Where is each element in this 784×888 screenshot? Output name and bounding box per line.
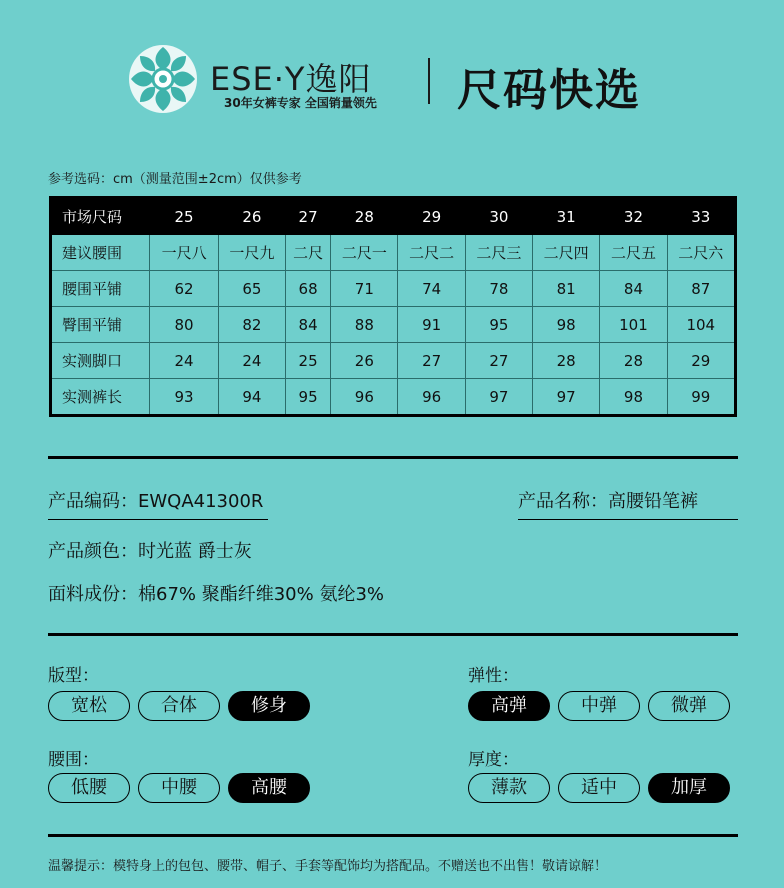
table-cell: 95 <box>465 307 532 343</box>
fit-option-loose: 宽松 <box>48 691 130 721</box>
table-cell: 29 <box>667 343 735 379</box>
stretch-option-high: 高弹 <box>468 691 550 721</box>
table-cell: 27 <box>465 343 532 379</box>
table-cell: 71 <box>331 271 398 307</box>
size-header-cell: 28 <box>331 198 398 235</box>
size-header-cell: 25 <box>150 198 218 235</box>
table-cell: 96 <box>398 379 465 416</box>
brand-tagline: 30年女裤专家 全国销量领先 <box>224 96 377 110</box>
page-title: 尺码快选 <box>457 65 641 116</box>
thickness-label: 厚度： <box>468 750 519 770</box>
table-cell: 二尺二 <box>398 235 465 271</box>
table-cell: 97 <box>465 379 532 416</box>
size-header-cell: 26 <box>218 198 285 235</box>
fit-option-slim: 修身 <box>228 691 310 721</box>
table-cell: 94 <box>218 379 285 416</box>
table-row <box>51 235 736 271</box>
table-row <box>51 379 736 416</box>
waist-option-high: 高腰 <box>228 773 310 803</box>
stretch-option-medium: 中弹 <box>558 691 640 721</box>
table-cell: 96 <box>331 379 398 416</box>
table-header-label: 市场尺码 <box>51 198 150 235</box>
table-cell: 二尺五 <box>600 235 667 271</box>
size-header-cell: 32 <box>600 198 667 235</box>
product-name: 产品名称：高腰铅笔裤 <box>518 491 698 512</box>
table-cell: 62 <box>150 271 218 307</box>
thickness-option-thin: 薄款 <box>468 773 550 803</box>
footer-note: 温馨提示：模特身上的包包、腰带、帽子、手套等配饰均为搭配品。不赠送也不出售！敬请谅解！ <box>48 859 608 874</box>
thickness-option-medium: 适中 <box>558 773 640 803</box>
waist-label: 腰围： <box>48 750 99 770</box>
row-label: 腰围平铺 <box>51 271 150 307</box>
table-cell: 二尺一 <box>331 235 398 271</box>
table-cell: 27 <box>398 343 465 379</box>
table-cell: 84 <box>286 307 331 343</box>
table-row <box>51 307 736 343</box>
table-cell: 26 <box>331 343 398 379</box>
table-cell: 95 <box>286 379 331 416</box>
waist-option-low: 低腰 <box>48 773 130 803</box>
table-cell: 99 <box>667 379 735 416</box>
section-divider <box>48 834 738 837</box>
size-header-cell: 29 <box>398 198 465 235</box>
table-cell: 87 <box>667 271 735 307</box>
table-row <box>51 343 736 379</box>
size-header-cell: 27 <box>286 198 331 235</box>
table-cell: 80 <box>150 307 218 343</box>
table-cell: 82 <box>218 307 285 343</box>
product-fabric: 面料成份：棉67% 聚酯纤维30% 氨纶3% <box>48 584 385 605</box>
product-code-underline <box>48 519 268 520</box>
table-cell: 24 <box>218 343 285 379</box>
table-row <box>51 271 736 307</box>
size-header-cell: 31 <box>533 198 600 235</box>
table-cell: 81 <box>533 271 600 307</box>
stretch-option-slight: 微弹 <box>648 691 730 721</box>
table-cell: 98 <box>600 379 667 416</box>
row-label: 臀围平铺 <box>51 307 150 343</box>
product-color: 产品颜色：时光蓝 爵士灰 <box>48 541 252 562</box>
table-cell: 28 <box>600 343 667 379</box>
table-cell: 93 <box>150 379 218 416</box>
row-label: 实测裤长 <box>51 379 150 416</box>
brand-logo-icon <box>128 44 198 114</box>
table-cell: 68 <box>286 271 331 307</box>
product-code: 产品编码：EWQA41300R <box>48 491 264 512</box>
header-divider <box>428 58 430 104</box>
size-note: 参考选码：cm（测量范围±2cm）仅供参考 <box>48 172 302 187</box>
table-cell: 一尺八 <box>150 235 218 271</box>
waist-option-mid: 中腰 <box>138 773 220 803</box>
product-name-underline <box>518 519 738 520</box>
table-cell: 24 <box>150 343 218 379</box>
size-table <box>49 196 737 417</box>
brand-name: ESE·Y逸阳 <box>210 60 372 98</box>
table-cell: 二尺三 <box>465 235 532 271</box>
stretch-label: 弹性： <box>468 666 519 686</box>
row-label: 建议腰围 <box>51 235 150 271</box>
fit-label: 版型： <box>48 666 99 686</box>
table-cell: 101 <box>600 307 667 343</box>
size-table-header-row <box>51 198 736 235</box>
table-cell: 97 <box>533 379 600 416</box>
section-divider <box>48 633 738 636</box>
table-cell: 二尺 <box>286 235 331 271</box>
table-cell: 98 <box>533 307 600 343</box>
table-cell: 28 <box>533 343 600 379</box>
table-cell: 一尺九 <box>218 235 285 271</box>
table-cell: 65 <box>218 271 285 307</box>
size-header-cell: 33 <box>667 198 735 235</box>
table-cell: 25 <box>286 343 331 379</box>
row-label: 实测脚口 <box>51 343 150 379</box>
section-divider <box>48 456 738 459</box>
table-cell: 84 <box>600 271 667 307</box>
table-cell: 二尺六 <box>667 235 735 271</box>
table-cell: 91 <box>398 307 465 343</box>
table-cell: 88 <box>331 307 398 343</box>
table-cell: 104 <box>667 307 735 343</box>
table-cell: 78 <box>465 271 532 307</box>
table-cell: 二尺四 <box>533 235 600 271</box>
thickness-option-thick: 加厚 <box>648 773 730 803</box>
size-header-cell: 30 <box>465 198 532 235</box>
table-cell: 74 <box>398 271 465 307</box>
fit-option-regular: 合体 <box>138 691 220 721</box>
